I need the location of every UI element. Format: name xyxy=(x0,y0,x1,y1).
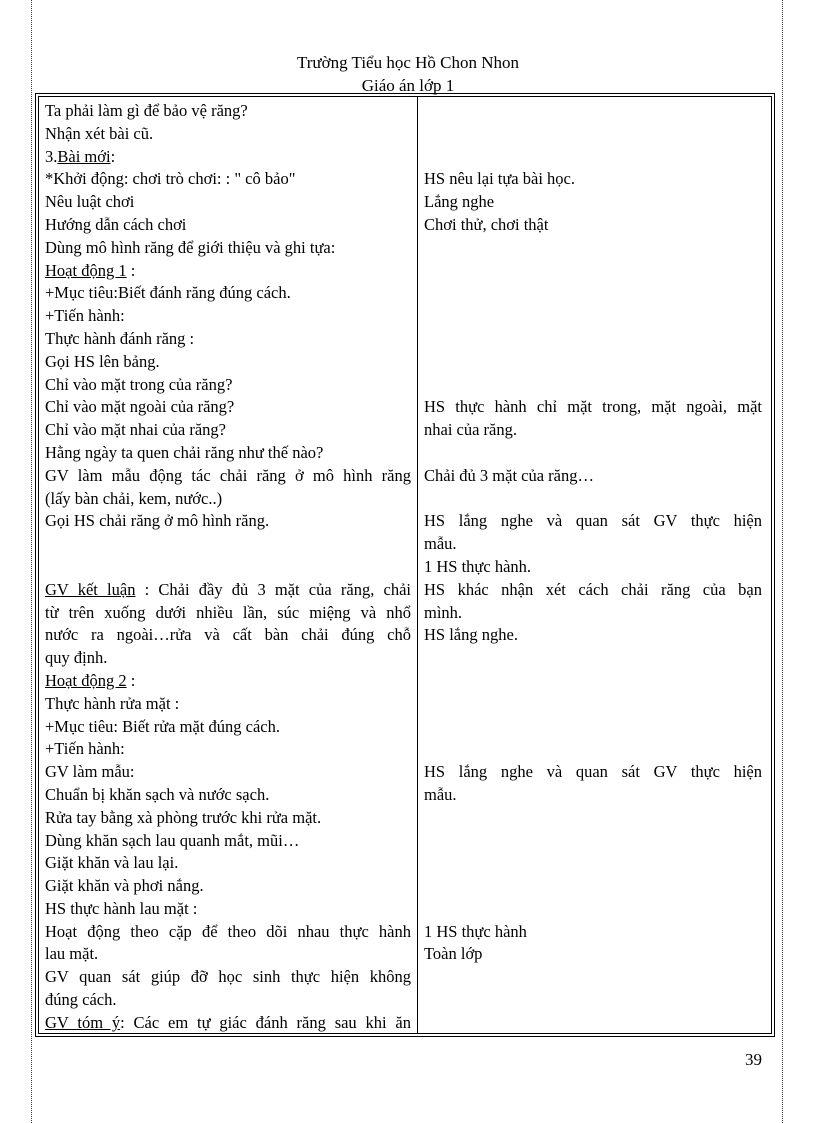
teacher-line xyxy=(45,716,411,739)
line-text: GV làm mẫu: xyxy=(45,762,135,782)
line-text: Hoạt động theo cặp để theo dõi nhau thực hành xyxy=(45,921,411,941)
line-text: Hướng dẫn cách chơi xyxy=(45,214,187,234)
blank-line xyxy=(424,693,762,716)
line-text: nhai của răng. xyxy=(424,420,517,440)
line-text: HS nêu lại tựa bài học. xyxy=(424,169,575,189)
teacher-line xyxy=(45,442,411,465)
line-text: Gọi HS lên bảng. xyxy=(45,351,160,371)
blank-line xyxy=(424,898,762,921)
teacher-line xyxy=(45,898,411,921)
teacher-line xyxy=(45,237,411,260)
teacher-line xyxy=(45,214,411,237)
teacher-line xyxy=(45,488,411,511)
underlined-heading: Bài mới xyxy=(57,146,111,166)
teacher-line xyxy=(45,579,411,602)
line-text: : xyxy=(126,260,136,280)
underlined-heading: Hoạt động 1 xyxy=(45,260,127,280)
teacher-line xyxy=(45,784,411,807)
blank-line xyxy=(45,533,411,556)
line-text: HS lắng nghe và quan sát GV thực hiện xyxy=(424,511,762,531)
line-text: 1 HS thực hành. xyxy=(424,556,532,576)
blank-line xyxy=(424,237,762,260)
teacher-line xyxy=(45,693,411,716)
line-text: Ta phải làm gì để bảo vệ răng? xyxy=(45,101,248,120)
school-name: Trường Tiểu học Hồ Chon Nhon xyxy=(296,53,520,72)
blank-line xyxy=(424,351,762,374)
student-line xyxy=(424,761,762,784)
line-text: Chuẩn bị khăn sạch và nước sạch. xyxy=(45,784,270,804)
blank-line xyxy=(424,875,762,898)
line-text: Hằng ngày ta quen chải răng như thế nào? xyxy=(45,442,324,462)
line-text: : xyxy=(126,670,136,690)
line-text: HS khác nhận xét cách chải răng của bạn xyxy=(424,579,762,599)
lesson-table xyxy=(38,96,772,1034)
blank-line xyxy=(424,716,762,739)
line-text: +Mục tiêu:Biết đánh răng đúng cách. xyxy=(45,283,291,303)
teacher-line xyxy=(45,146,411,169)
teacher-line xyxy=(45,624,411,647)
line-text: GV làm mẫu động tác chải răng ở mô hình răng xyxy=(45,465,411,485)
blank-line xyxy=(424,670,762,693)
teacher-line xyxy=(45,761,411,784)
blank-line xyxy=(424,738,762,761)
student-line xyxy=(424,943,762,966)
teacher-line xyxy=(45,647,411,670)
line-text: 1 HS thực hành xyxy=(424,921,527,941)
student-line xyxy=(424,602,762,625)
teacher-line xyxy=(45,191,411,214)
teacher-line xyxy=(45,602,411,625)
line-text: +Tiến hành: xyxy=(45,739,125,759)
line-text: GV quan sát giúp đỡ học sinh thực hiện không xyxy=(45,967,411,987)
student-line xyxy=(424,168,762,191)
line-text: HS thực hành lau mặt : xyxy=(45,898,198,918)
teacher-line xyxy=(45,123,411,146)
line-text: Chơi thử, chơi thật xyxy=(424,214,549,234)
teacher-line xyxy=(45,282,411,305)
line-text: HS lắng nghe. xyxy=(424,625,518,645)
teacher-line xyxy=(45,351,411,374)
student-line xyxy=(424,624,762,647)
teacher-line xyxy=(45,1012,411,1035)
blank-line xyxy=(424,488,762,511)
line-text: mẫu. xyxy=(424,784,457,804)
student-line xyxy=(424,465,762,488)
student-line xyxy=(424,396,762,419)
line-text: mình. xyxy=(424,602,463,622)
teacher-line xyxy=(45,328,411,351)
line-text: Thực hành rửa mặt : xyxy=(45,693,180,713)
blank-line xyxy=(424,374,762,397)
line-text: Thực hành đánh răng : xyxy=(45,328,195,348)
teacher-line xyxy=(45,465,411,488)
teacher-line xyxy=(45,374,411,397)
line-text: Dùng khăn sạch lau quanh mắt, mũi… xyxy=(45,830,300,850)
blank-line xyxy=(424,852,762,875)
line-text: Rửa tay bằng xà phòng trước khi rửa mặt. xyxy=(45,807,322,827)
student-activities-column xyxy=(424,100,762,966)
teacher-line xyxy=(45,807,411,830)
line-text: : xyxy=(110,146,116,166)
teacher-line xyxy=(45,943,411,966)
teacher-line xyxy=(45,305,411,328)
line-text: Nêu luật chơi xyxy=(45,192,135,212)
teacher-line xyxy=(45,966,411,989)
line-text: HS lắng nghe và quan sát GV thực hiện xyxy=(424,762,762,782)
line-text: Chải đủ 3 mặt của răng… xyxy=(424,465,594,485)
line-text: : Các em tự giác đánh răng sau khi ăn xyxy=(120,1012,411,1032)
teacher-line xyxy=(45,260,411,283)
blank-line xyxy=(424,442,762,465)
student-line xyxy=(424,921,762,944)
line-text: : Chải đầy đủ 3 mặt của răng, chải xyxy=(135,579,411,599)
line-text: Giặt khăn và phơi nắng. xyxy=(45,876,204,896)
underlined-heading: GV kết luận xyxy=(45,579,136,599)
student-line xyxy=(424,419,762,442)
blank-line xyxy=(424,328,762,351)
blank-line xyxy=(424,305,762,328)
line-text: HS thực hành chỉ mặt trong, mặt ngoài, mặt xyxy=(424,397,762,417)
line-text: Dùng mô hình răng để giới thiệu và ghi tựa: xyxy=(45,237,336,257)
student-line xyxy=(424,533,762,556)
teacher-line xyxy=(45,419,411,442)
line-text: Chỉ vào mặt trong của răng? xyxy=(45,374,233,394)
lesson-plan-subtitle: Giáo án lớp 1 xyxy=(361,76,455,95)
line-text: (lấy bàn chải, kem, nước..) xyxy=(45,488,223,508)
blank-line xyxy=(424,260,762,283)
line-text: 3. xyxy=(45,146,58,166)
right-margin-line xyxy=(782,0,783,1123)
student-line xyxy=(424,510,762,533)
blank-line xyxy=(424,146,762,169)
teacher-line xyxy=(45,100,411,123)
student-line xyxy=(424,214,762,237)
teacher-line xyxy=(45,921,411,944)
teacher-line xyxy=(45,989,411,1012)
line-text: quy định. xyxy=(45,648,108,668)
blank-line xyxy=(424,807,762,830)
blank-line xyxy=(424,282,762,305)
line-text: Nhận xét bài cũ. xyxy=(45,123,154,143)
underlined-heading: Hoạt động 2 xyxy=(45,670,127,690)
line-text: Toàn lớp xyxy=(424,944,483,964)
student-line xyxy=(424,579,762,602)
line-text: Chỉ vào mặt nhai của răng? xyxy=(45,420,226,440)
line-text: +Tiến hành: xyxy=(45,306,125,326)
line-text: đúng cách. xyxy=(45,990,117,1010)
line-text: mẫu. xyxy=(424,534,457,554)
teacher-line xyxy=(45,738,411,761)
teacher-line xyxy=(45,830,411,853)
student-line xyxy=(424,556,762,579)
blank-line xyxy=(424,647,762,670)
teacher-activities-column xyxy=(45,100,411,1035)
column-divider xyxy=(417,97,418,1033)
line-text: Giặt khăn và lau lại. xyxy=(45,853,179,873)
blank-line xyxy=(424,123,762,146)
line-text: Chỉ vào mặt ngoài của răng? xyxy=(45,397,235,417)
page-number: 39 xyxy=(745,1050,762,1069)
blank-line xyxy=(424,830,762,853)
teacher-line xyxy=(45,168,411,191)
teacher-line xyxy=(45,875,411,898)
student-line xyxy=(424,191,762,214)
line-text: *Khởi động: chơi trò chơi: : " cô bảo" xyxy=(45,169,296,189)
line-text: lau mặt. xyxy=(45,944,99,964)
teacher-line xyxy=(45,396,411,419)
teacher-line xyxy=(45,510,411,533)
line-text: Lắng nghe xyxy=(424,192,495,212)
line-text: +Mục tiêu: Biết rửa mặt đúng cách. xyxy=(45,716,280,736)
teacher-line xyxy=(45,670,411,693)
blank-line xyxy=(45,556,411,579)
left-margin-line xyxy=(31,0,32,1123)
line-text: từ trên xuống dưới nhiều lần, súc miệng và nhổ xyxy=(45,602,411,622)
underlined-heading: GV tóm ý xyxy=(45,1012,121,1032)
line-text: nước ra ngoài…rửa và cất bàn chải đúng chỗ xyxy=(45,625,411,645)
student-line xyxy=(424,784,762,807)
blank-line xyxy=(424,100,762,123)
line-text: Gọi HS chải răng ở mô hình răng. xyxy=(45,511,270,531)
teacher-line xyxy=(45,852,411,875)
